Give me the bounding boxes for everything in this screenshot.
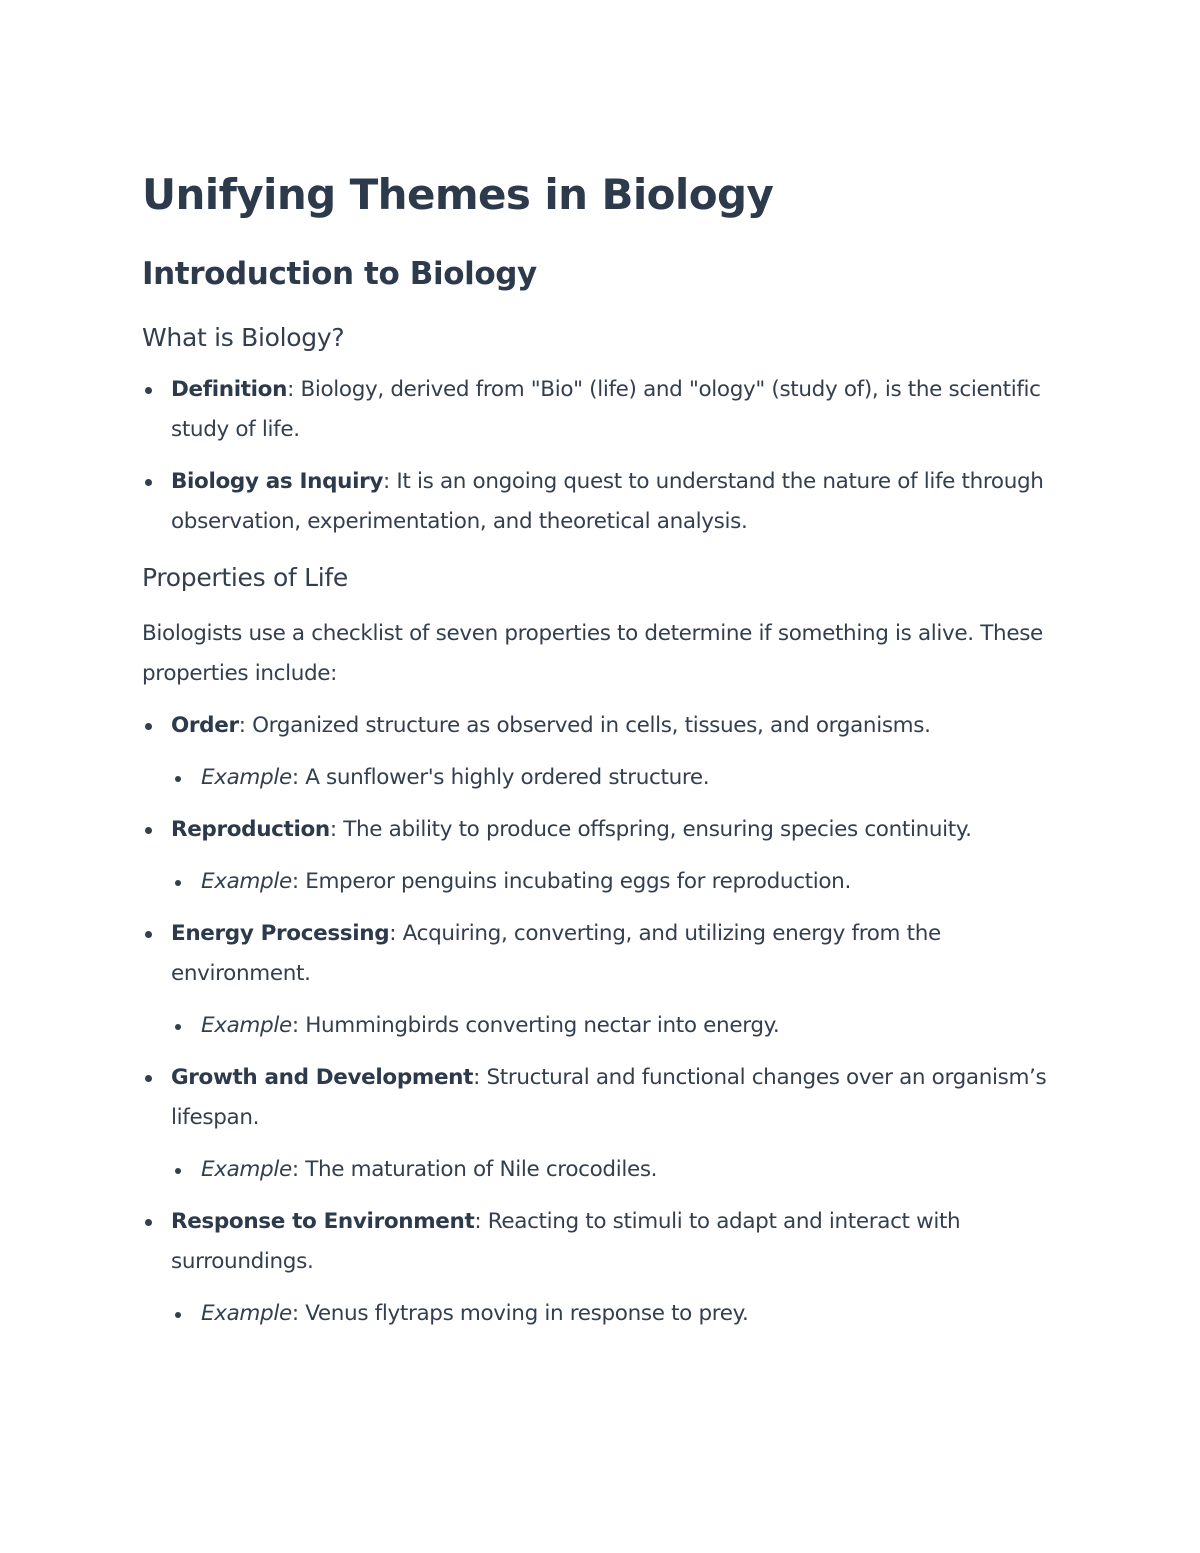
example-label: Example	[201, 1301, 292, 1326]
example-text: : Hummingbirds converting nectar into energy.	[291, 1013, 780, 1038]
term-label: Order	[171, 713, 239, 738]
property-group	[142, 810, 1062, 902]
term-description: : Biology, derived from "Bio" (life) and "ology" (study of), is the scientific study of life.	[171, 377, 1041, 442]
property-group	[142, 914, 1062, 1046]
term-description: : The ability to produce offspring, ensuring species continuity.	[329, 817, 972, 842]
example-text: : The maturation of Nile crocodiles.	[291, 1157, 658, 1182]
what-is-biology-list	[142, 370, 1062, 542]
example-label: Example	[201, 1013, 292, 1038]
term-description: : Acquiring, converting, and utilizing energy from the environment.	[171, 921, 941, 986]
list-item	[142, 1202, 1062, 1282]
example-item	[142, 1150, 1062, 1190]
term-description: : Reacting to stimuli to adapt and interact with surroundings.	[171, 1209, 961, 1274]
what-is-biology-heading: What is Biology?	[142, 323, 345, 352]
example-label: Example	[201, 1157, 292, 1182]
example-label: Example	[201, 765, 292, 790]
list-item	[142, 706, 1062, 746]
properties-intro: Biologists use a checklist of seven properties to determine if something is alive. These properties include:	[142, 621, 1043, 686]
property-group	[142, 1058, 1062, 1190]
term-label: Growth and Development	[171, 1065, 474, 1090]
document-page	[142, 166, 1062, 1334]
example-text: : Venus flytraps moving in response to prey.	[291, 1301, 749, 1326]
example-label: Example	[201, 869, 292, 894]
example-item	[142, 1006, 1062, 1046]
term-label: Definition	[171, 377, 288, 402]
term-label: Energy Processing	[171, 921, 390, 946]
properties-of-life-heading: Properties of Life	[142, 563, 348, 592]
list-item	[142, 462, 1062, 542]
list-item	[142, 914, 1062, 994]
list-item	[142, 1058, 1062, 1138]
example-text: : Emperor penguins incubating eggs for reproduction.	[291, 869, 851, 894]
example-text: : A sunflower's highly ordered structure.	[291, 765, 710, 790]
list-item	[142, 810, 1062, 850]
properties-list	[142, 706, 1062, 1334]
term-label: Biology as Inquiry	[171, 469, 384, 494]
example-item	[142, 862, 1062, 902]
property-group	[142, 1202, 1062, 1334]
term-label: Reproduction	[171, 817, 330, 842]
section-heading: Introduction to Biology	[142, 256, 537, 292]
property-group	[142, 706, 1062, 798]
term-description: : It is an ongoing quest to understand the nature of life through observation, experimentation, and theoretical analysis.	[171, 469, 1044, 534]
term-description: : Structural and functional changes over an organism’s lifespan.	[171, 1065, 1047, 1130]
term-description: : Organized structure as observed in cells, tissues, and organisms.	[238, 713, 931, 738]
example-item	[142, 758, 1062, 798]
example-item	[142, 1294, 1062, 1334]
term-label: Response to Environment	[171, 1209, 475, 1234]
list-item	[142, 370, 1062, 450]
document-title: Unifying Themes in Biology	[142, 170, 774, 219]
